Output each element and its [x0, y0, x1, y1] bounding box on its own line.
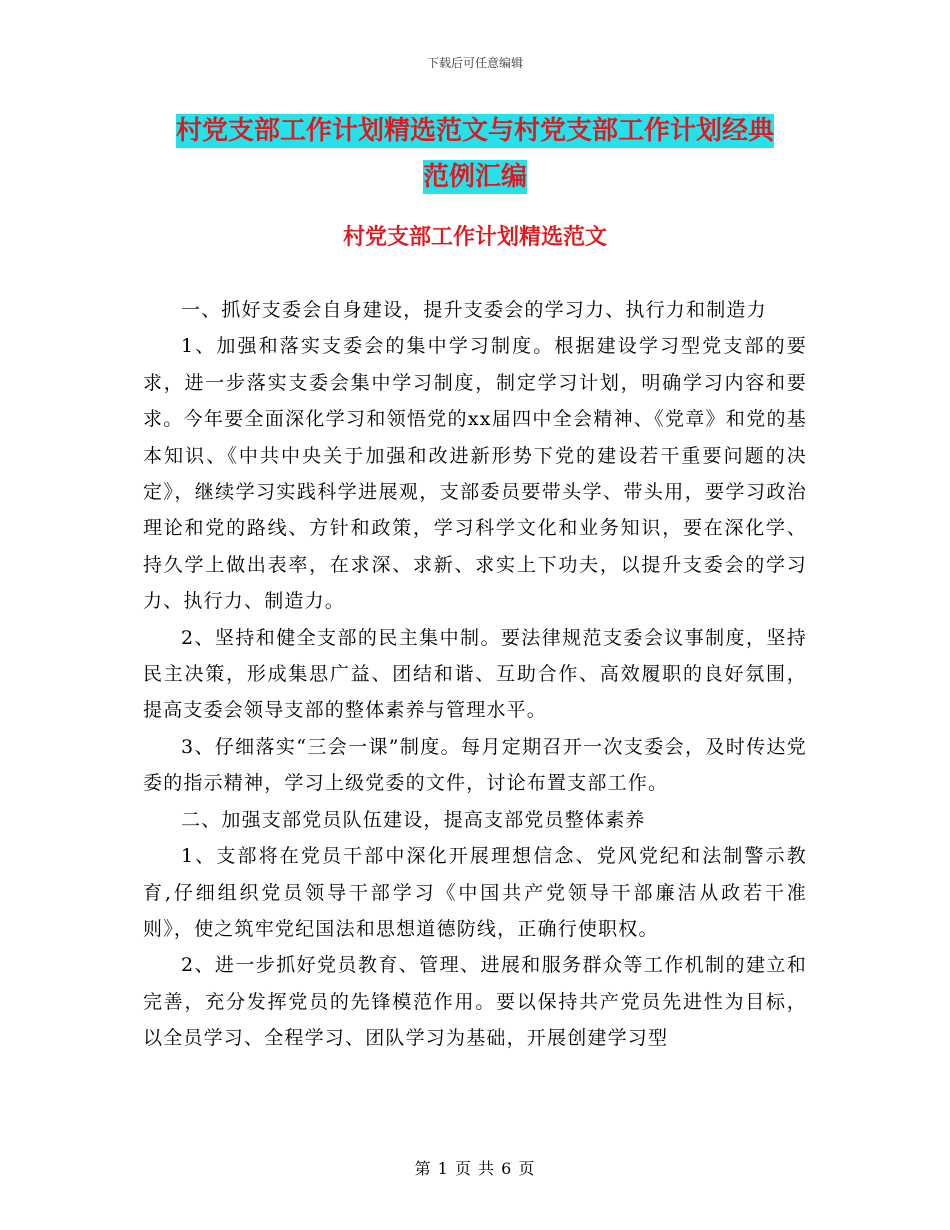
paragraph: 2、坚持和健全支部的民主集中制。要法律规范支委会议事制度，坚持民主决策，形成集思广益、团结和谐、互助合作、高效履职的良好氛围，提高支委会领导支部的整体素养与管理水平。: [143, 626, 807, 722]
paragraph: 二、加强支部党员队伍建设，提高支部党员整体素养: [181, 808, 646, 831]
document-title: [145, 108, 805, 200]
paragraph: 3、仔细落实“三会一课”制度。每月定期召开一次支委会，及时传达党委的指示精神，学习上级党委的文件，讨论布置支部工作。: [143, 735, 807, 795]
paragraph: 2、进一步抓好党员教育、管理、进展和服务群众等工作机制的建立和完善，充分发挥党员的先锋模范作用。要以保持共产党员先进性为目标，以全员学习、全程学习、团队学习为基础，开展创建学习型: [143, 954, 807, 1050]
title-line-1: 村党支部工作计划精选范文与村党支部工作计划经典: [175, 116, 774, 146]
page-footer: 第 1 页 共 6 页: [414, 1159, 536, 1178]
paragraph: 1、加强和落实支委会的集中学习制度。根据建设学习型党支部的要求，进一步落实支委会集中学习制度，制定学习计划，明确学习内容和要求。今年要全面深化学习和领悟党的xx届四中全会精神、《党章》和党的基本知识、《中共中央关于加强和改进新形势下党的建设若干重要问题的决定》，继续学习实践科学进展观，支部委员要带头学、带头用，要学习政治理论和党的路线、方针和政策，学习科学文化和业务知识，要在深化学、持久学上做出表率，在求深、求新、求实上下功夫，以提升支委会的学习力、执行力、制造力。: [143, 335, 807, 613]
body-text: [143, 292, 807, 1057]
paragraph: 一、抓好支委会自身建设，提升支委会的学习力、执行力和制造力: [181, 299, 767, 321]
section-subtitle: 村党支部工作计划精选范文: [342, 225, 607, 250]
header-note: 下载后可任意编辑: [426, 56, 523, 70]
title-line-2: 范例汇编: [422, 162, 527, 192]
paragraph: 1、支部将在党员干部中深化开展理想信念、党风党纪和法制警示教育,仔细组织党员领导干部学习《中国共产党领导干部廉洁从政若干准则》，使之筑牢党纪国法和思想道德防线，正确行使职权。: [143, 845, 807, 940]
